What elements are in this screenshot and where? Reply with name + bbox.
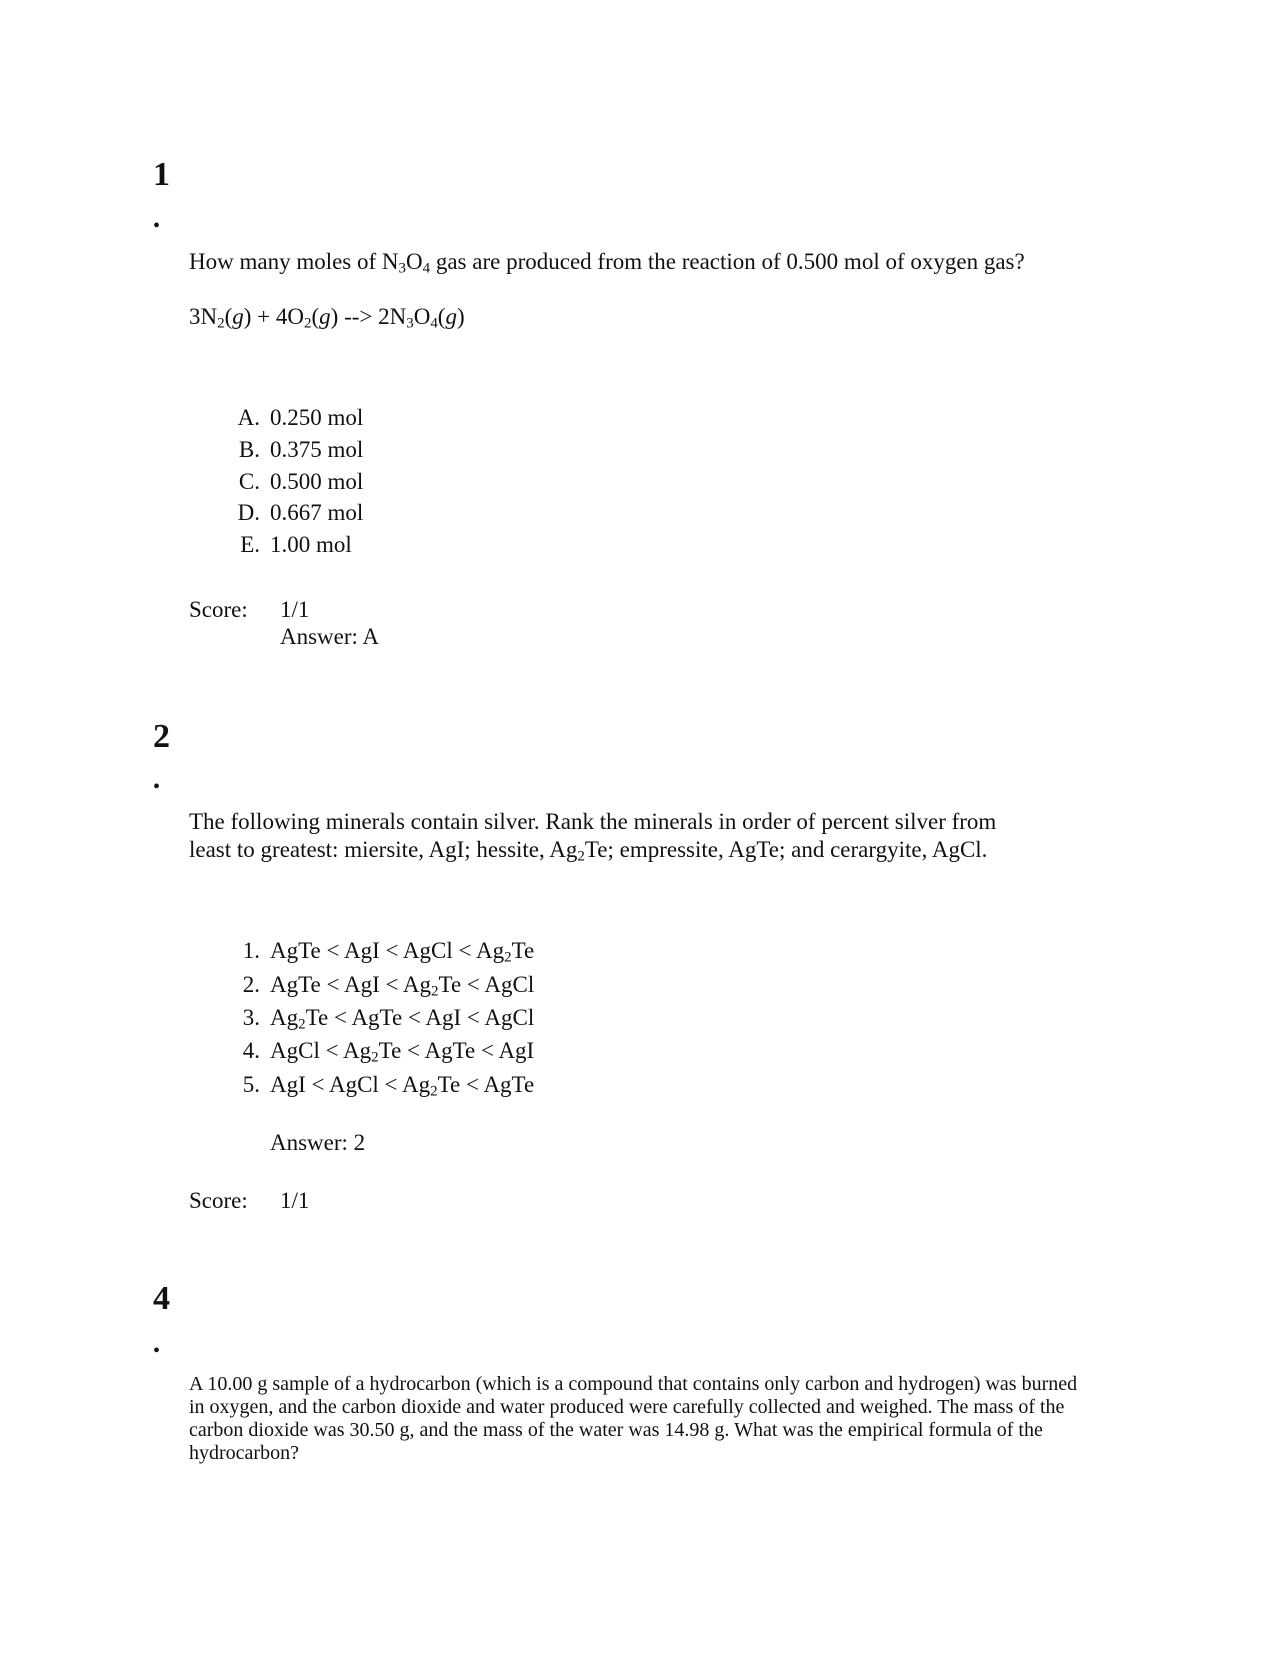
answer-option: C. 0.500 mol: [238, 469, 364, 494]
question-prompt: How many moles of $N_3O_4$ gas are produced from the reaction of 0.500 mol of oxygen gas?: [189, 249, 1025, 277]
answer-text: Answer: 2: [270, 1130, 366, 1155]
answer-option: A. 0.250 mol: [237, 405, 364, 430]
bullet: •: [153, 215, 161, 237]
score-value: 1/1: [280, 597, 310, 622]
bullet: •: [153, 776, 161, 798]
question-prompt: A 10.00 g sample of a hydrocarbon (which is a compound that contains only carbon and hydrogen) was burned in oxygen, and the carbon dioxide and water produced were carefully collected and weighed. The mass of the carbon dioxide was 30.50 g, and the mass of the water was 14.98 g. What was the empirical formula of the hydrocarbon?: [189, 1373, 1078, 1464]
score-value: 1/1: [280, 1188, 310, 1213]
answer-option: D. 0.667 mol: [237, 500, 364, 525]
answer-option: 4. AgCl < $Ag_2Te$ < AgTe < AgI: [242, 1038, 535, 1066]
question-number: 2: [153, 718, 170, 755]
answer-option: B. 0.375 mol: [238, 437, 364, 462]
answer-text: Answer: A: [280, 624, 380, 649]
chemical-equation: $3N_2(g) + 4O_2(g)$ --> $2N_3O_4(g)$: [189, 304, 465, 332]
answer-option: 3. $Ag_2Te$ < AgTe < AgI < AgCl: [242, 1005, 535, 1033]
answer-option: 1. AgTe < AgI < AgCl < $Ag_2Te$: [242, 938, 535, 966]
score-label: Score:: [189, 597, 248, 622]
question-number: 1: [153, 156, 170, 193]
question-prompt: The following minerals contain silver. Rank the minerals in order of percent silver from least to greatest: miersite, AgI; hessite, $Ag_2Te$; empressite, AgTe; and cerargyite, AgCl.: [189, 809, 997, 865]
answer-option: 2. AgTe < AgI < $Ag_2Te$ < AgCl: [242, 972, 535, 1000]
score-label: Score:: [189, 1188, 248, 1213]
answer-option: E. 1.00 mol: [240, 532, 352, 557]
answer-option: 5. AgI < AgCl < $Ag_2Te$ < AgTe: [242, 1072, 535, 1100]
question-number: 4: [153, 1280, 170, 1317]
bullet: •: [153, 1340, 161, 1362]
